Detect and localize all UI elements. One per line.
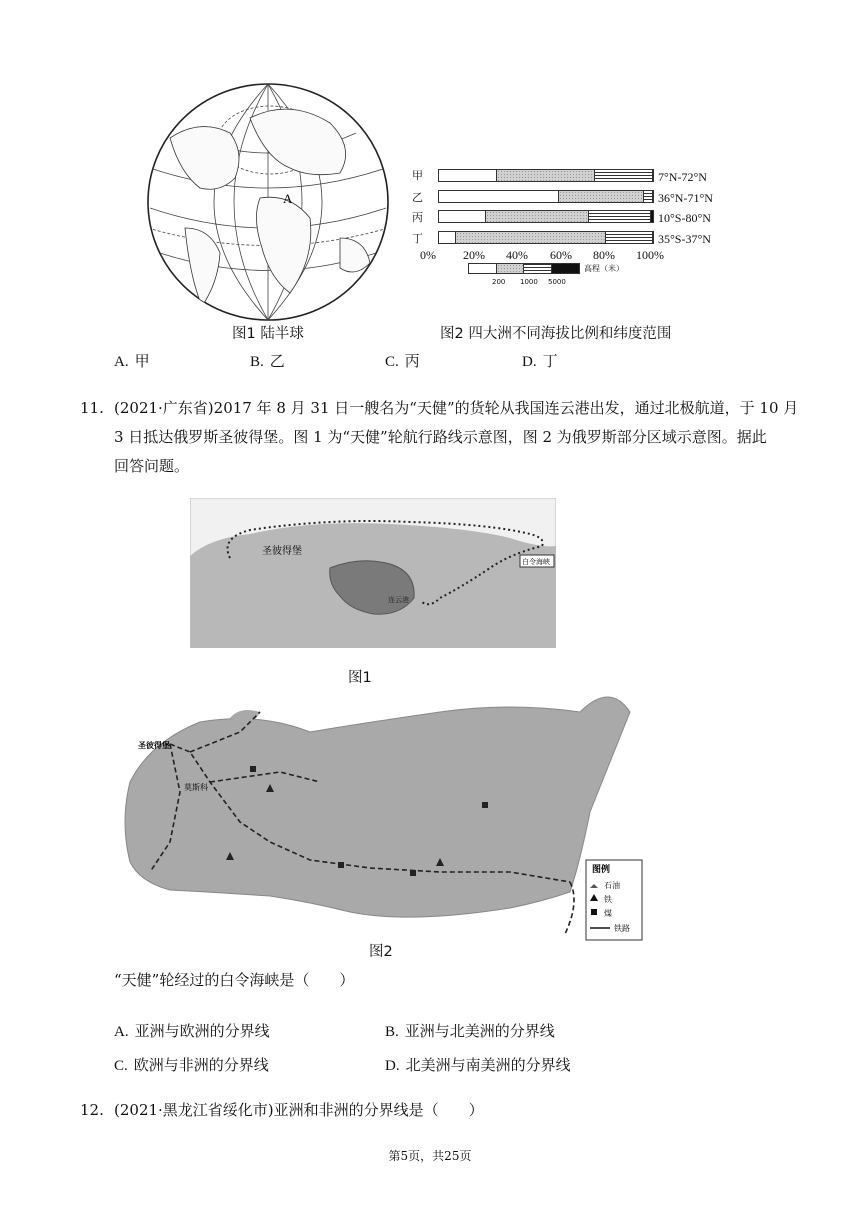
- q11-question: “天健”轮经过的白令海峡是（ ）: [114, 971, 355, 989]
- legend-value: 200: [492, 278, 506, 286]
- option-letter: B.: [385, 1024, 399, 1040]
- voyage-route-map: [190, 498, 556, 648]
- bar-seg-1000-5000: [589, 211, 651, 222]
- bar-seg-below-200: [439, 211, 486, 222]
- lianyungang-label: 连云港: [388, 596, 409, 604]
- legend-swatch-mid: [497, 264, 525, 273]
- option-text: 亚洲与欧洲的分界线: [134, 1022, 270, 1040]
- axis-tick: 80%: [593, 248, 615, 262]
- row-label-ding: 丁: [412, 232, 423, 245]
- bar-seg-below-200: [439, 232, 456, 243]
- q10-option-b[interactable]: [250, 350, 285, 371]
- q10-option-c[interactable]: [385, 350, 420, 371]
- legend-swatch-high: [524, 264, 552, 273]
- legend-item-iron: 铁: [604, 895, 612, 904]
- option-text: 丙: [404, 352, 420, 370]
- axis-tick: 40%: [506, 248, 528, 262]
- option-text: 丁: [542, 352, 558, 370]
- bar-seg-200-1000: [486, 211, 589, 222]
- fig1-caption: 图1 陆半球: [232, 326, 304, 342]
- q11-option-a[interactable]: [114, 1020, 270, 1041]
- map2-legend-title: 图例: [592, 865, 611, 875]
- option-text: 北美洲与南美洲的分界线: [405, 1056, 571, 1074]
- option-text: 甲: [134, 352, 150, 370]
- bar-seg-below-200: [439, 191, 559, 202]
- bar-row: [438, 231, 654, 244]
- russia-resources-map: [110, 672, 646, 944]
- axis-tick: 20%: [463, 248, 485, 262]
- row-range: 35°S-37°N: [658, 232, 711, 246]
- map2-spb-label: 圣彼得堡: [138, 741, 170, 750]
- legend-item-oil: 石油: [604, 881, 620, 890]
- q11-option-d[interactable]: [385, 1054, 571, 1075]
- bar-row: [438, 169, 654, 182]
- coal-square-icon: [591, 909, 597, 915]
- map2-moscow-label: 莫斯科: [184, 783, 208, 792]
- row-range: 7°N-72°N: [658, 170, 707, 184]
- legend-swatch-top: [552, 264, 580, 273]
- option-text: 亚洲与北美洲的分界线: [404, 1022, 555, 1040]
- legend-item-rail: 铁路: [614, 924, 630, 933]
- legend-item-coal: 煤: [604, 909, 612, 918]
- fig2-caption: 图2 四大洲不同海拔比例和纬度范围: [440, 326, 672, 342]
- bar-seg-below-200: [439, 170, 497, 181]
- globe-point-label: A: [283, 191, 293, 206]
- q11-option-c[interactable]: [114, 1054, 269, 1075]
- row-label-bing: 丙: [412, 211, 423, 224]
- row-range: 10°S-80°N: [658, 211, 711, 225]
- option-letter: D.: [522, 354, 537, 370]
- legend-value: 1000: [520, 278, 538, 286]
- row-label-jia: 甲: [412, 169, 423, 182]
- row-range: 36°N-71°N: [658, 191, 713, 205]
- bar-seg-1000-5000: [595, 170, 653, 181]
- map2-caption: 图2: [369, 944, 393, 960]
- bar-seg-200-1000: [497, 170, 595, 181]
- option-letter: B.: [250, 354, 264, 370]
- q10-option-d[interactable]: [522, 350, 558, 371]
- bar-row: [438, 190, 654, 203]
- q11-stem-line1: (2021·广东省)2017 年 8 月 31 日一艘名为“天健”的货轮从我国连云港出发，通过北极航道，于 10 月: [114, 399, 799, 417]
- q11-number: 11.: [80, 399, 104, 417]
- axis-tick: 0%: [420, 248, 436, 262]
- option-letter: C.: [114, 1058, 128, 1074]
- q11-stem-line3: 回答问题。: [114, 457, 190, 475]
- bar-seg-1000-5000: [606, 232, 653, 243]
- option-text: 乙: [269, 352, 285, 370]
- q12-number: 12.: [80, 1101, 104, 1119]
- option-letter: A.: [114, 1024, 129, 1040]
- page-footer: 第5页，共25页: [388, 1149, 472, 1163]
- option-text: 欧洲与非洲的分界线: [133, 1056, 269, 1074]
- bar-row: [438, 210, 654, 223]
- land-hemisphere-globe: [140, 78, 402, 324]
- option-letter: A.: [114, 354, 129, 370]
- bar-seg-1000-5000: [644, 191, 653, 202]
- bar-seg-above-5000: [651, 211, 653, 222]
- spb-label: 圣彼得堡: [262, 546, 302, 557]
- bar-seg-200-1000: [456, 232, 606, 243]
- elevation-legend: [468, 263, 580, 274]
- axis-tick: 60%: [550, 248, 572, 262]
- bar-seg-200-1000: [559, 191, 645, 202]
- q12-stem: (2021·黑龙江省绥化市)亚洲和非洲的分界线是（ ）: [114, 1101, 484, 1119]
- option-letter: C.: [385, 354, 399, 370]
- bering-label: 白令海峡: [522, 558, 550, 566]
- q11-stem-line2: 3 日抵达俄罗斯圣彼得堡。图 1 为“天健”轮航行路线示意图，图 2 为俄罗斯部分区域示意图。据此: [114, 428, 767, 446]
- axis-tick: 100%: [636, 248, 664, 262]
- legend-swatch-low: [469, 264, 497, 273]
- row-label-yi: 乙: [412, 191, 423, 204]
- map1-caption: 图1: [348, 670, 372, 686]
- q11-option-b[interactable]: [385, 1020, 555, 1041]
- q10-option-a[interactable]: [114, 350, 150, 371]
- option-letter: D.: [385, 1058, 400, 1074]
- legend-value: 5000: [548, 278, 566, 286]
- legend-title: 高程（米）: [584, 264, 624, 273]
